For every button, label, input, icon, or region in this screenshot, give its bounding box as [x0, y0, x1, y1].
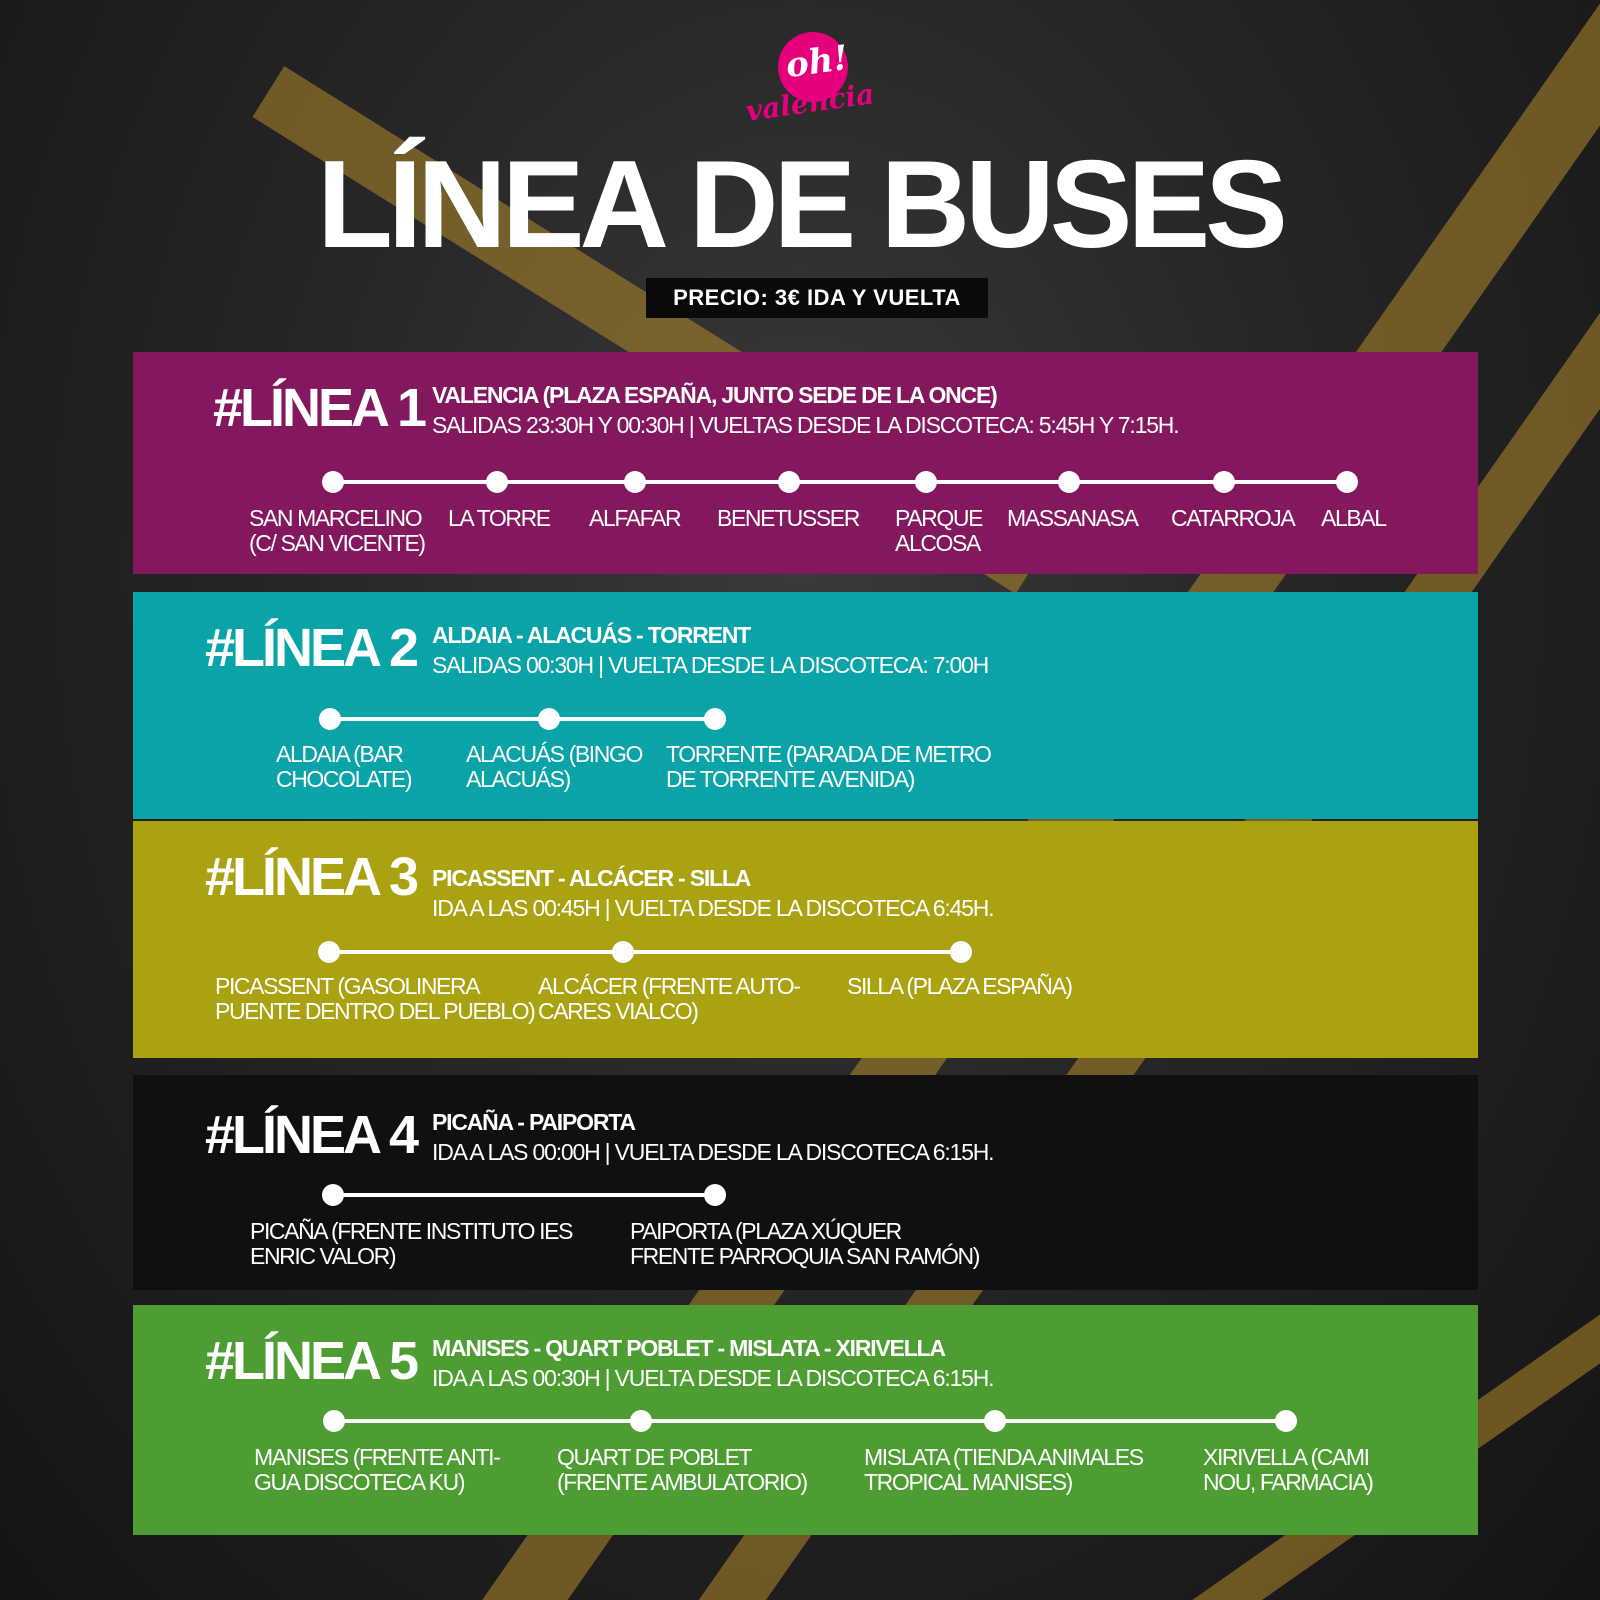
stop-label: PAIPORTA (PLAZA XÚQUER FRENTE PARROQUIA SAN RAMÓN)	[630, 1218, 979, 1269]
bus-line-4	[133, 1075, 1478, 1290]
line-name: #LÍNEA 2	[205, 618, 417, 678]
route-line	[333, 1193, 715, 1197]
stop-marker	[704, 708, 726, 730]
stop-label: SAN MARCELINO (C/ SAN VICENTE)	[249, 505, 425, 556]
route-line	[329, 950, 961, 954]
stop-label: PICAÑA (FRENTE INSTITUTO IES ENRIC VALOR)	[250, 1218, 573, 1269]
stop-marker	[1275, 1410, 1297, 1432]
line-route: MANISES - QUART POBLET - MISLATA - XIRIVELLA	[432, 1335, 945, 1361]
stop-label: ALCÁCER (FRENTE AUTO- CARES VIALCO)	[538, 973, 800, 1024]
line-route: PICAÑA - PAIPORTA	[432, 1109, 635, 1135]
stop-marker	[984, 1410, 1006, 1432]
line-name: #LÍNEA 4	[205, 1105, 417, 1165]
line-route: VALENCIA (PLAZA ESPAÑA, JUNTO SEDE DE LA ONCE)	[432, 382, 997, 408]
line-schedule: IDA A LAS 00:00H | VUELTA DESDE LA DISCOTECA 6:15H.	[432, 1139, 994, 1165]
stop-marker	[612, 941, 634, 963]
stop-marker	[486, 471, 508, 493]
route-line	[334, 1419, 1286, 1423]
stop-marker	[322, 1184, 344, 1206]
stop-marker	[1336, 471, 1358, 493]
line-name: #LÍNEA 1	[213, 378, 425, 438]
stop-marker	[322, 471, 344, 493]
line-route: PICASSENT - ALCÁCER - SILLA	[432, 865, 751, 891]
page-title: LÍNEA DE BUSES	[317, 136, 1283, 274]
stop-marker	[630, 1410, 652, 1432]
stop-label: PARQUE ALCOSA	[895, 505, 983, 556]
stop-marker	[915, 471, 937, 493]
line-route: ALDAIA - ALACUÁS - TORRENT	[432, 622, 751, 648]
bus-line-2	[133, 592, 1478, 819]
stop-marker	[950, 941, 972, 963]
stop-label: TORRENTE (PARADA DE METRO DE TORRENTE AVENIDA)	[666, 741, 991, 792]
logo-text-oh: oh!	[783, 37, 851, 87]
line-schedule: SALIDAS 00:30H | VUELTA DESDE LA DISCOTECA: 7:00H	[432, 652, 989, 678]
stop-label: MASSANASA	[1007, 505, 1138, 531]
bus-line-5	[133, 1305, 1478, 1535]
stop-label: ALBAL	[1321, 505, 1386, 531]
stop-label: SILLA (PLAZA ESPAÑA)	[847, 973, 1072, 999]
line-name: #LÍNEA 3	[205, 847, 417, 907]
stop-label: XIRIVELLA (CAMI NOU, FARMACIA)	[1203, 1444, 1373, 1495]
route-line	[330, 717, 715, 721]
stop-marker	[1213, 471, 1235, 493]
stop-label: CATARROJA	[1171, 505, 1295, 531]
stop-label: QUART DE POBLET (FRENTE AMBULATORIO)	[557, 1444, 807, 1495]
stop-marker	[319, 708, 341, 730]
stop-marker	[318, 941, 340, 963]
stop-label: BENETUSSER	[717, 505, 859, 531]
stop-marker	[624, 471, 646, 493]
stop-label: ALFAFAR	[589, 505, 681, 531]
line-schedule: IDA A LAS 00:45H | VUELTA DESDE LA DISCOTECA 6:45H.	[432, 895, 994, 921]
stop-marker	[538, 708, 560, 730]
price-badge: PRECIO: 3€ IDA Y VUELTA	[646, 278, 988, 318]
stop-marker	[1058, 471, 1080, 493]
stop-marker	[778, 471, 800, 493]
stop-label: ALDAIA (BAR CHOCOLATE)	[276, 741, 412, 792]
stop-label: ALACUÁS (BINGO ALACUÁS)	[466, 741, 642, 792]
bus-line-3	[133, 821, 1478, 1058]
line-name: #LÍNEA 5	[205, 1331, 417, 1391]
stop-label: LA TORRE	[448, 505, 550, 531]
brand-logo	[740, 28, 880, 128]
stop-label: MISLATA (TIENDA ANIMALES TROPICAL MANISES)	[864, 1444, 1143, 1495]
line-schedule: IDA A LAS 00:30H | VUELTA DESDE LA DISCOTECA 6:15H.	[432, 1365, 994, 1391]
bus-line-1	[133, 352, 1478, 574]
stop-marker	[704, 1184, 726, 1206]
stop-label: MANISES (FRENTE ANTI- GUA DISCOTECA KU)	[254, 1444, 500, 1495]
stop-marker	[323, 1410, 345, 1432]
line-schedule: SALIDAS 23:30H Y 00:30H | VUELTAS DESDE LA DISCOTECA: 5:45H Y 7:15H.	[432, 412, 1179, 438]
stop-label: PICASSENT (GASOLINERA PUENTE DENTRO DEL PUEBLO)	[215, 973, 535, 1024]
logo-text-valencia: valencia	[743, 77, 877, 128]
